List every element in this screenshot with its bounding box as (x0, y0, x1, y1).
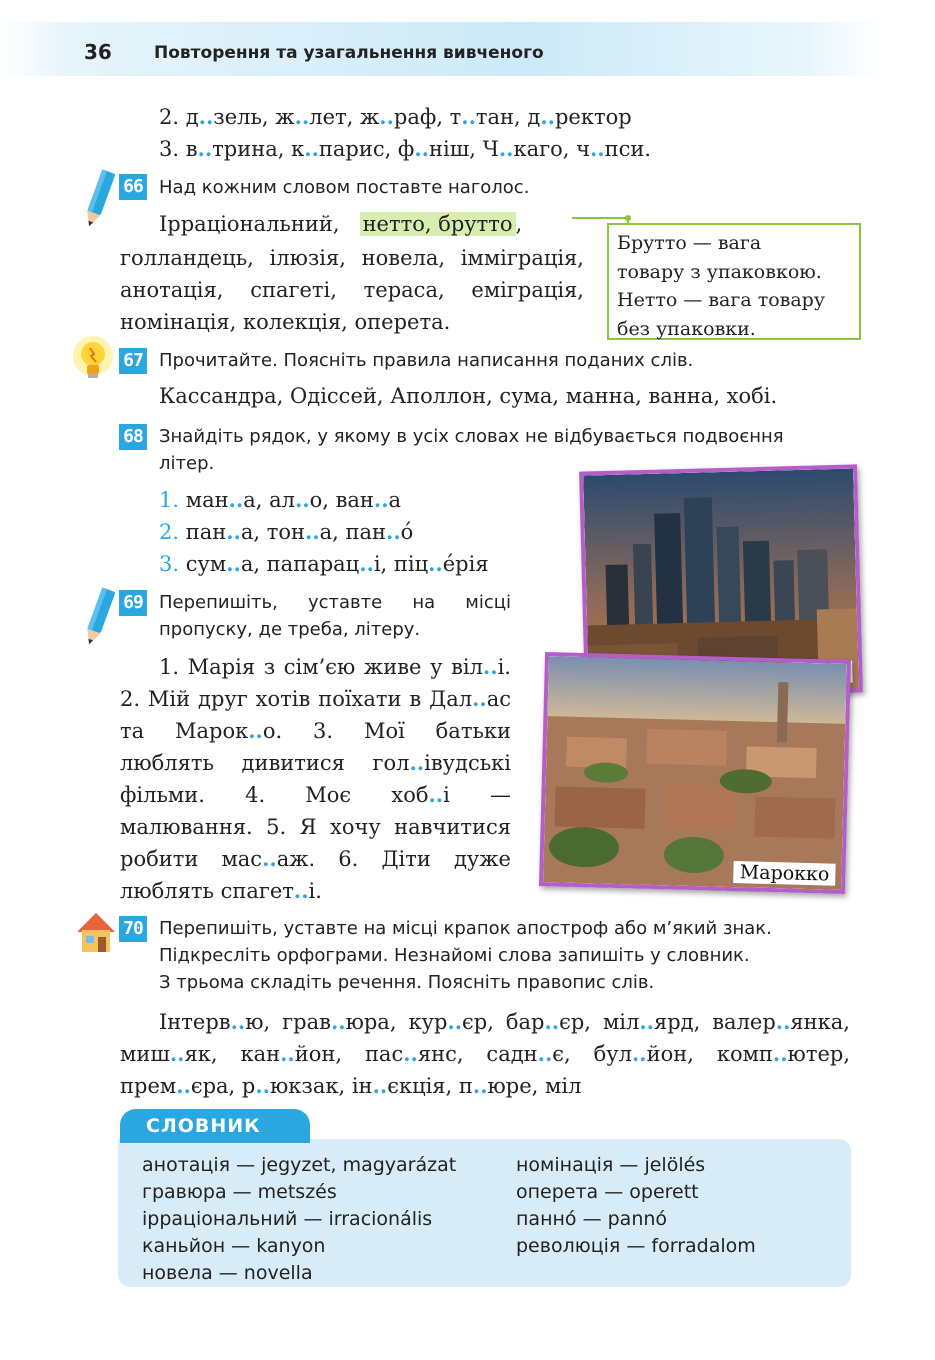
dictionary-entry: номінація — jelölés (516, 1154, 706, 1176)
exercise-69-task-line2: пропуску, де треба, літеру. (159, 619, 421, 640)
exercise-69-number: 69 (119, 590, 147, 616)
exercise-line-2: 2. д..зель, ж..лет, ж..раф, т..тан, д..ректор (159, 104, 632, 129)
page-number: 36 (84, 40, 112, 64)
exercise-70-task-line3: З трьома складіть речення. Поясніть правопис слів. (159, 972, 655, 993)
exercise-68-number: 68 (119, 424, 147, 450)
pencil-icon (82, 168, 116, 230)
exercise-70-task-line2: Підкресліть орфограми. Незнайомі слова запишіть у словник. (159, 945, 750, 966)
header-title: Повторення та узагальнення вивченого (154, 43, 544, 63)
exercise-69-task-line1: Перепишіть, уставте на місці (159, 592, 511, 613)
morocco-city-image (543, 656, 847, 890)
note-box: Брутто — вага товару з упаковкою. Нетто — вага товару без упаковки. (607, 223, 861, 340)
exercise-66-task: Над кожним словом поставте наголос. (159, 177, 530, 198)
exercise-67-task: Прочитайте. Поясніть правила написання поданих слів. (159, 350, 694, 371)
exercise-line-3: 3. в..трина, к..парис, ф..ніш, Ч..каго, ч..пси. (159, 136, 652, 161)
exercise-68-option-2: 2. пан..а, тон..а, пан..о́ (159, 519, 414, 544)
exercise-70-number: 70 (119, 916, 147, 942)
exercise-69-text: 1. Марія з сім’єю живе у віл..і. 2. Мій друг хотів поїхати в Дал..ас та Марок..о. 3. Мої батьки люблять дивитися гол..івудські фільми. 4. Моє хоб..і — малювання. 5. Я хочу навчитися робити мас..аж. 6. Діти дуже люблять спагет..і. (120, 654, 511, 903)
exercise-68-option-1: 1. ман..а, ал..о, ван..а (159, 487, 402, 512)
exercise-68-task-line1: Знайдіть рядок, у якому в усіх словах не відбувається подвоєння (159, 426, 784, 447)
dictionary-entry: ірраціональний — irracionális (142, 1208, 433, 1230)
exercise-70-task-line1: Перепишіть, уставте на місці крапок апостроф або м’який знак. (159, 918, 772, 939)
dictionary-entry: революція — forradalom (516, 1235, 756, 1257)
dictionary-title: СЛОВНИК (120, 1109, 310, 1143)
exercise-66-number: 66 (119, 174, 147, 200)
dictionary-entry: гравюра — metszés (142, 1181, 337, 1203)
house-icon (74, 910, 118, 956)
exercise-67-number: 67 (119, 348, 147, 374)
highlighted-words: нетто, брутто (360, 212, 516, 236)
exercise-66-line1: Ірраціональний, нетто, брутто , (159, 212, 523, 236)
dictionary-entry: каньйон — kanyon (142, 1235, 326, 1257)
morocco-label: Марокко (734, 861, 836, 886)
lightbulb-icon (70, 334, 116, 384)
pencil-icon (82, 586, 116, 648)
exercise-70-words: Інтерв..ю, грав..юра, кур..єр, бар..єр, міл..ярд, валер..янка, миш..як, кан..йон, пас..янс, садн..є, бул..йон, комп..ютер, прем..єра, р..юкзак, ін..єкція, п..юре, міл (120, 1009, 850, 1098)
exercise-66-words: голландець, ілюзія, новела, імміграція, анотація, спагеті, тераса, еміграція, номінація, колекція, оперета. (120, 246, 584, 334)
exercise-68-option-3: 3. сум..а, папарац..і, піц..е́рія (159, 551, 489, 576)
morocco-photo (539, 652, 851, 894)
dictionary-entry: анотація — jegyzet, magyarázat (142, 1154, 457, 1176)
exercise-68-task-line2: літер. (159, 453, 215, 474)
exercise-67-words: Кассандра, Одіссей, Аполлон, сума, манна, ванна, хобі. (159, 384, 778, 408)
dictionary-entry: оперета — operett (516, 1181, 699, 1203)
dictionary-entry: панно́ — pannó (516, 1208, 668, 1230)
dictionary-entry: новела — novella (142, 1262, 313, 1284)
